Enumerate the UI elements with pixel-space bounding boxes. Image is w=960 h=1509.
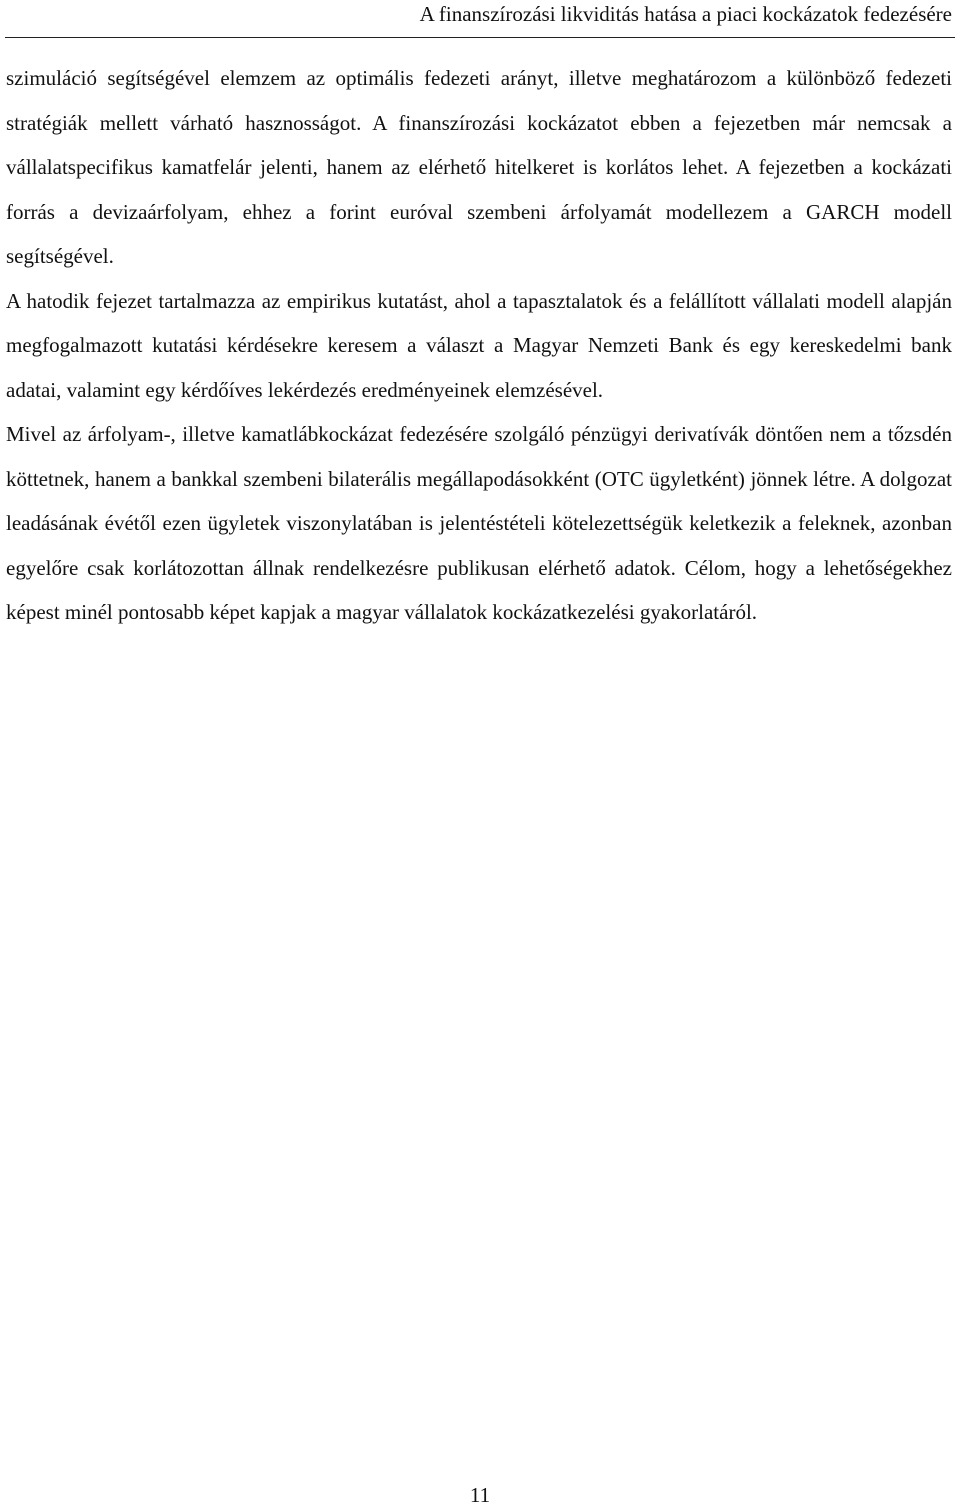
paragraph-chapter-six: A hatodik fejezet tartalmazza az empirikus kutatást, ahol a tapasztalatok és a felállított vállalati modell alapján megfogalmazott kutatási kérdésekre keresem a választ a Magyar Nemzeti Bank és egy kereskedelmi bank adatai, valamint egy kérdőíves lekérdezés eredményeinek elemzésével. (6, 288, 952, 402)
header-divider (5, 37, 955, 38)
running-header-title: A finanszírozási likviditás hatása a piaci kockázatok fedezésére (419, 2, 952, 26)
paragraph-methodology: szimuláció segítségével elemzem az optimális fedezeti arányt, illetve meghatározom a különböző fedezeti stratégiák mellett várható hasznosságot. A finanszírozási kockázatot ebben a fejezetben már nemcsak a vállalatspecifikus kamatfelár jelenti, hanem az elérhető hitelkeret is korlátos lehet. A fejezetben a kockázati forrás a devizaárfolyam, ehhez a forint euróval szembeni árfolyamát modellezem a GARCH modell segítségével. (6, 66, 952, 268)
body-text (6, 56, 952, 635)
paragraph-otc-derivatives: Mivel az árfolyam-, illetve kamatlábkockázat fedezésére szolgáló pénzügyi derivatívák döntően nem a tőzsdén köttetnek, hanem a bankkal szembeni bilaterális megállapodásokként (OTC ügyletként) jönnek létre. A dolgozat leadásának évétől ezen ügyletek viszonylatában is jelentéstételi kötelezettségük keletkezik a feleknek, azonban egyelőre csak korlátozottan állnak rendelkezésre publikusan elérhető adatok. Célom, hogy a lehetőségekhez képest minél pontosabb képet kapjak a magyar vállalatok kockázatkezelési gyakorlatáról. (6, 422, 952, 624)
page-number: 11 (469, 1483, 491, 1507)
